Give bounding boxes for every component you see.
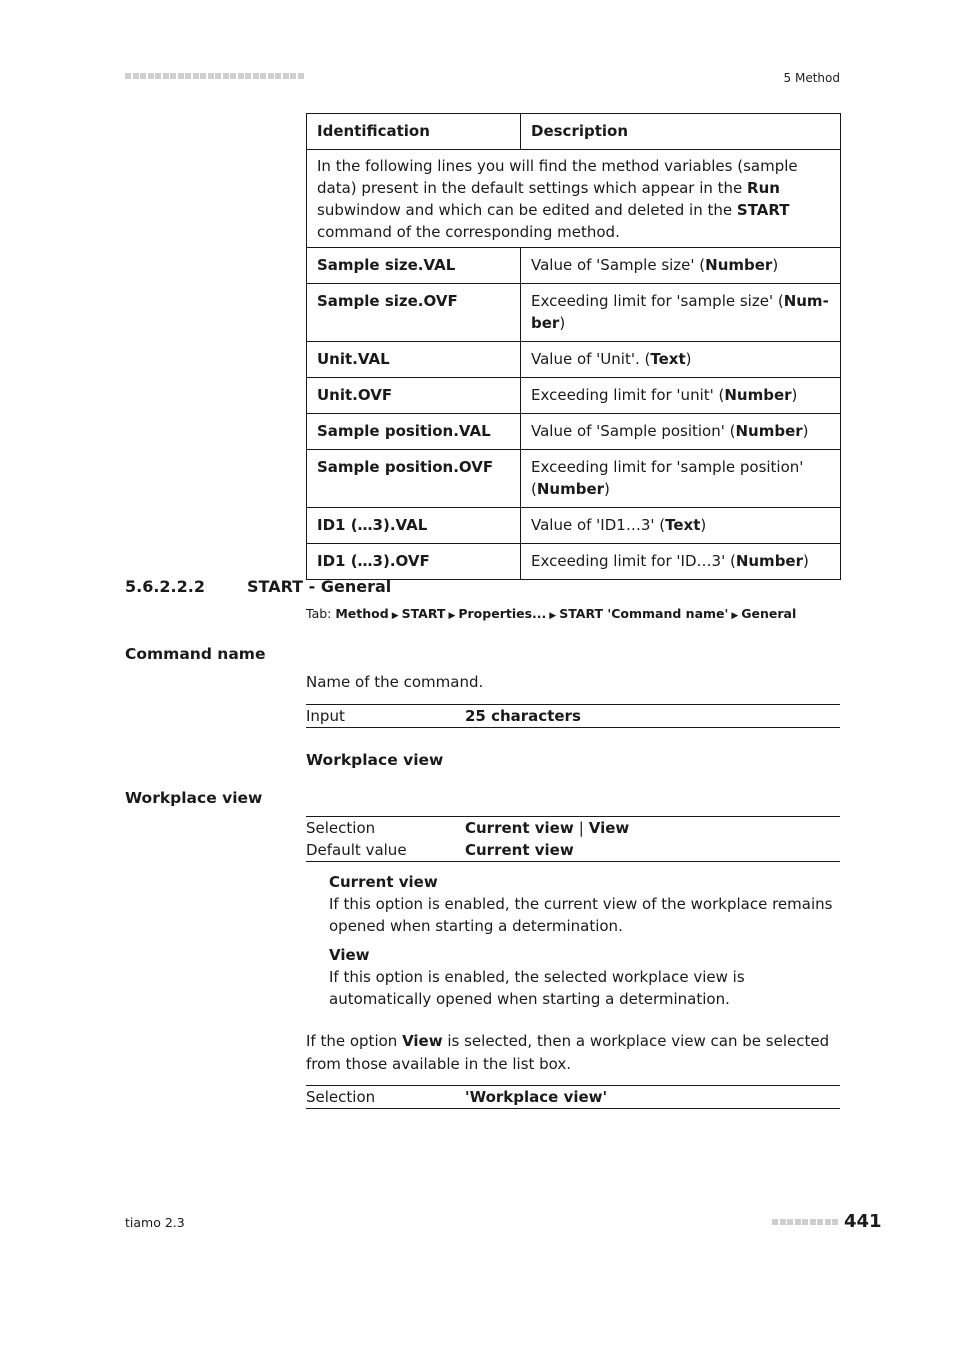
arrow-right-icon: ▶ <box>448 611 456 621</box>
footer-decoration <box>772 1219 840 1237</box>
table-row <box>307 248 841 284</box>
variable-description: Value of 'Sample position' (Number) <box>521 414 841 450</box>
command-name-input-spec <box>306 704 840 728</box>
variable-description: Exceeding limit for 'sample size' (Num-ber) <box>521 284 841 342</box>
variable-id: ID1 (…3).VAL <box>307 508 521 544</box>
spec-value: 'Workplace view' <box>465 1088 608 1106</box>
spec-value: Current view | View <box>465 819 630 837</box>
spec-value: 25 characters <box>465 707 581 725</box>
option-current-view <box>329 871 840 937</box>
variable-id: Sample size.VAL <box>307 248 521 284</box>
section-number: 5.6.2.2.2 <box>125 577 205 596</box>
chapter-header: 5 Method <box>783 71 840 85</box>
spec-row <box>306 839 840 861</box>
workplace-list-spec <box>306 1085 840 1109</box>
option-view <box>329 944 840 1010</box>
column-header: Description <box>521 114 841 150</box>
arrow-right-icon: ▶ <box>731 611 739 621</box>
table-row <box>307 414 841 450</box>
header-decoration <box>125 73 307 82</box>
page-number: 441 <box>844 1211 882 1232</box>
variable-description: Value of 'Sample size' (Number) <box>521 248 841 284</box>
spec-key: Default value <box>306 841 407 859</box>
variable-description: Value of 'Unit'. (Text) <box>521 342 841 378</box>
command-name-description: Name of the command. <box>306 673 484 691</box>
table-intro-row <box>307 150 841 248</box>
table-row <box>307 378 841 414</box>
spec-row <box>306 817 840 839</box>
tab-path-item: Properties... <box>458 606 547 621</box>
variable-id: Unit.OVF <box>307 378 521 414</box>
table-row <box>307 342 841 378</box>
table-header-row <box>307 114 841 150</box>
tab-label: Tab: <box>306 606 332 621</box>
option-title: View <box>329 946 370 964</box>
option-text: If this option is enabled, the selected workplace view is automatically opened when starting a determination. <box>329 968 745 1008</box>
table-row <box>307 450 841 508</box>
workplace-view-spec <box>306 816 840 862</box>
spec-key: Selection <box>306 819 376 837</box>
variable-description: Exceeding limit for 'ID…3' (Number) <box>521 544 841 580</box>
variable-id: Sample position.VAL <box>307 414 521 450</box>
spec-key: Input <box>306 707 345 725</box>
variable-id: Sample position.OVF <box>307 450 521 508</box>
table-row <box>307 544 841 580</box>
command-name-label: Command name <box>125 645 266 663</box>
tab-path <box>306 606 796 621</box>
variable-id: Sample size.OVF <box>307 284 521 342</box>
tab-path-item: Method <box>335 606 389 621</box>
method-variables-table <box>306 113 841 580</box>
tab-path-item: START <box>401 606 446 621</box>
section-title: START - General <box>247 577 392 596</box>
arrow-right-icon: ▶ <box>549 611 557 621</box>
spec-row <box>306 705 840 727</box>
footer-product: tiamo 2.3 <box>125 1215 185 1230</box>
variable-description: Exceeding limit for 'sample position' (Number) <box>521 450 841 508</box>
tab-path-item: START 'Command name' <box>559 606 729 621</box>
table-row <box>307 508 841 544</box>
variable-id: Unit.VAL <box>307 342 521 378</box>
workplace-view-heading: Workplace view <box>306 751 444 769</box>
arrow-right-icon: ▶ <box>391 611 399 621</box>
table-intro: In the following lines you will find the method variables (sample data) present in the default settings which appear in the Run subwindow and which can be edited and deleted in the START command of the corresponding method. <box>307 150 841 248</box>
workplace-view-note: If the option View is selected, then a workplace view can be selected from those available in the list box. <box>306 1032 830 1073</box>
option-text: If this option is enabled, the current view of the workplace remains opened when starting a determination. <box>329 895 833 935</box>
spec-key: Selection <box>306 1088 376 1106</box>
table-row <box>307 284 841 342</box>
workplace-view-label: Workplace view <box>125 789 263 807</box>
variable-description: Value of 'ID1…3' (Text) <box>521 508 841 544</box>
spec-value: Current view <box>465 841 574 859</box>
variable-description: Exceeding limit for 'unit' (Number) <box>521 378 841 414</box>
column-header: Identification <box>307 114 521 150</box>
tab-path-item: General <box>741 606 797 621</box>
variable-id: ID1 (…3).OVF <box>307 544 521 580</box>
spec-row <box>306 1086 840 1108</box>
option-title: Current view <box>329 873 438 891</box>
